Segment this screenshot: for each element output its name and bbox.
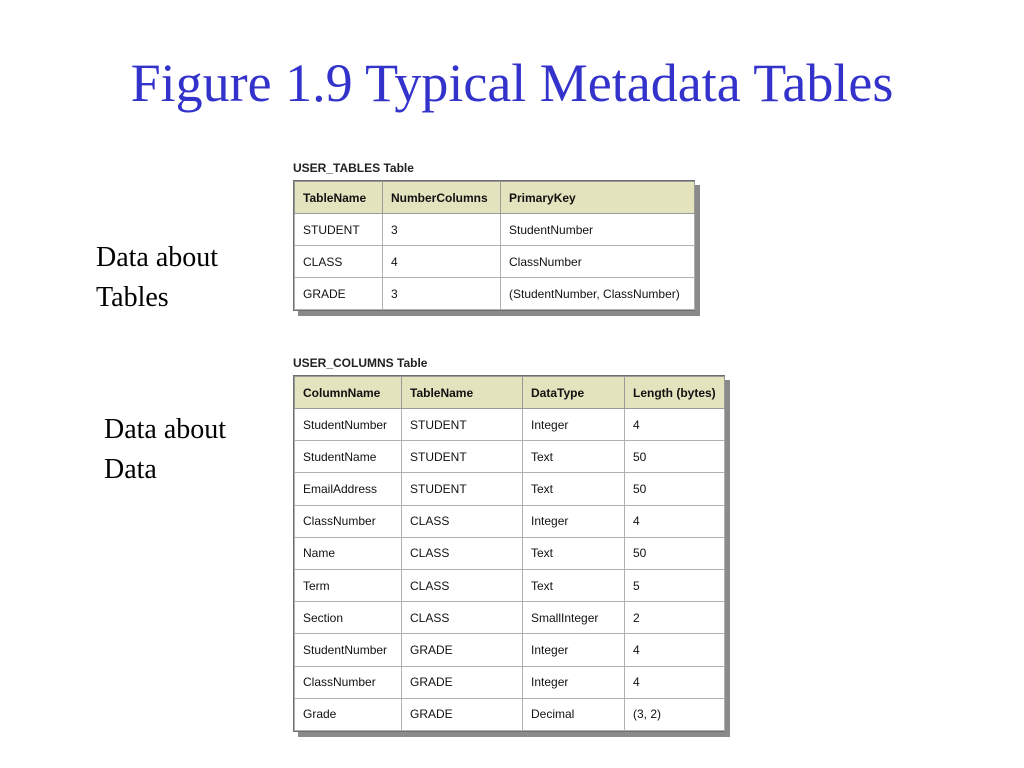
table-cell: 3 — [383, 278, 501, 310]
user-columns-table — [294, 376, 725, 731]
table-cell: 4 — [625, 634, 725, 666]
table-cell: StudentNumber — [501, 214, 695, 246]
table-row — [295, 666, 725, 698]
table-cell: (StudentNumber, ClassNumber) — [501, 278, 695, 310]
table-cell: (3, 2) — [625, 698, 725, 730]
table-cell: ClassNumber — [501, 246, 695, 278]
table-row — [295, 698, 725, 730]
column-header: ColumnName — [295, 377, 402, 409]
label-data-about-data — [104, 410, 226, 490]
column-header: TableName — [295, 182, 383, 214]
table-row — [295, 505, 725, 537]
table-cell: ClassNumber — [295, 505, 402, 537]
table-cell: Text — [523, 473, 625, 505]
table-cell: 50 — [625, 537, 725, 569]
table-cell: Integer — [523, 505, 625, 537]
table-row — [295, 278, 695, 310]
table-cell: 4 — [383, 246, 501, 278]
table-cell: CLASS — [295, 246, 383, 278]
slide-title: Figure 1.9 Typical Metadata Tables — [130, 53, 894, 113]
table-cell: 4 — [625, 666, 725, 698]
table-cell: 3 — [383, 214, 501, 246]
user-columns-caption: USER_COLUMNS Table — [293, 356, 428, 370]
column-header: DataType — [523, 377, 625, 409]
table-cell: 50 — [625, 441, 725, 473]
table-cell: Term — [295, 569, 402, 601]
column-header: TableName — [402, 377, 523, 409]
table-cell: Integer — [523, 666, 625, 698]
column-header: NumberColumns — [383, 182, 501, 214]
table-cell: 4 — [625, 505, 725, 537]
label-line: Tables — [96, 282, 169, 313]
label-data-about-tables — [96, 238, 218, 318]
table-cell: Decimal — [523, 698, 625, 730]
label-line: Data about — [104, 414, 227, 445]
table-cell: CLASS — [402, 602, 523, 634]
table-row — [295, 441, 725, 473]
table-cell: STUDENT — [402, 409, 523, 441]
column-header: PrimaryKey — [501, 182, 695, 214]
table-header-row — [295, 182, 695, 214]
table-cell: StudentNumber — [295, 409, 402, 441]
table-cell: Integer — [523, 409, 625, 441]
table-cell: Text — [523, 537, 625, 569]
table-cell: Text — [523, 441, 625, 473]
table-cell: Name — [295, 537, 402, 569]
table-cell: StudentName — [295, 441, 402, 473]
table-row — [295, 246, 695, 278]
table-cell: EmailAddress — [295, 473, 402, 505]
table-row — [295, 602, 725, 634]
table-cell: Integer — [523, 634, 625, 666]
table-cell: 2 — [625, 602, 725, 634]
table-cell: CLASS — [402, 505, 523, 537]
table-cell: GRADE — [402, 634, 523, 666]
table-cell: STUDENT — [295, 214, 383, 246]
table-row — [295, 473, 725, 505]
table-cell: SmallInteger — [523, 602, 625, 634]
user-tables-table — [294, 181, 695, 310]
table-row — [295, 537, 725, 569]
user-columns-figure — [293, 375, 725, 732]
label-line: Data about — [96, 242, 219, 273]
label-line: Data — [104, 454, 157, 485]
user-tables-figure — [293, 180, 695, 311]
table-cell: STUDENT — [402, 441, 523, 473]
table-cell: StudentNumber — [295, 634, 402, 666]
table-cell: CLASS — [402, 537, 523, 569]
table-cell: 50 — [625, 473, 725, 505]
table-cell: 5 — [625, 569, 725, 601]
table-row — [295, 409, 725, 441]
user-tables-caption: USER_TABLES Table — [293, 161, 414, 175]
table-cell: ClassNumber — [295, 666, 402, 698]
table-row — [295, 569, 725, 601]
table-row — [295, 214, 695, 246]
table-cell: Grade — [295, 698, 402, 730]
table-cell: GRADE — [402, 666, 523, 698]
table-cell: STUDENT — [402, 473, 523, 505]
table-cell: GRADE — [402, 698, 523, 730]
table-cell: 4 — [625, 409, 725, 441]
table-header-row — [295, 377, 725, 409]
table-cell: CLASS — [402, 569, 523, 601]
table-cell: Text — [523, 569, 625, 601]
column-header: Length (bytes) — [625, 377, 725, 409]
table-row — [295, 634, 725, 666]
table-cell: Section — [295, 602, 402, 634]
table-cell: GRADE — [295, 278, 383, 310]
